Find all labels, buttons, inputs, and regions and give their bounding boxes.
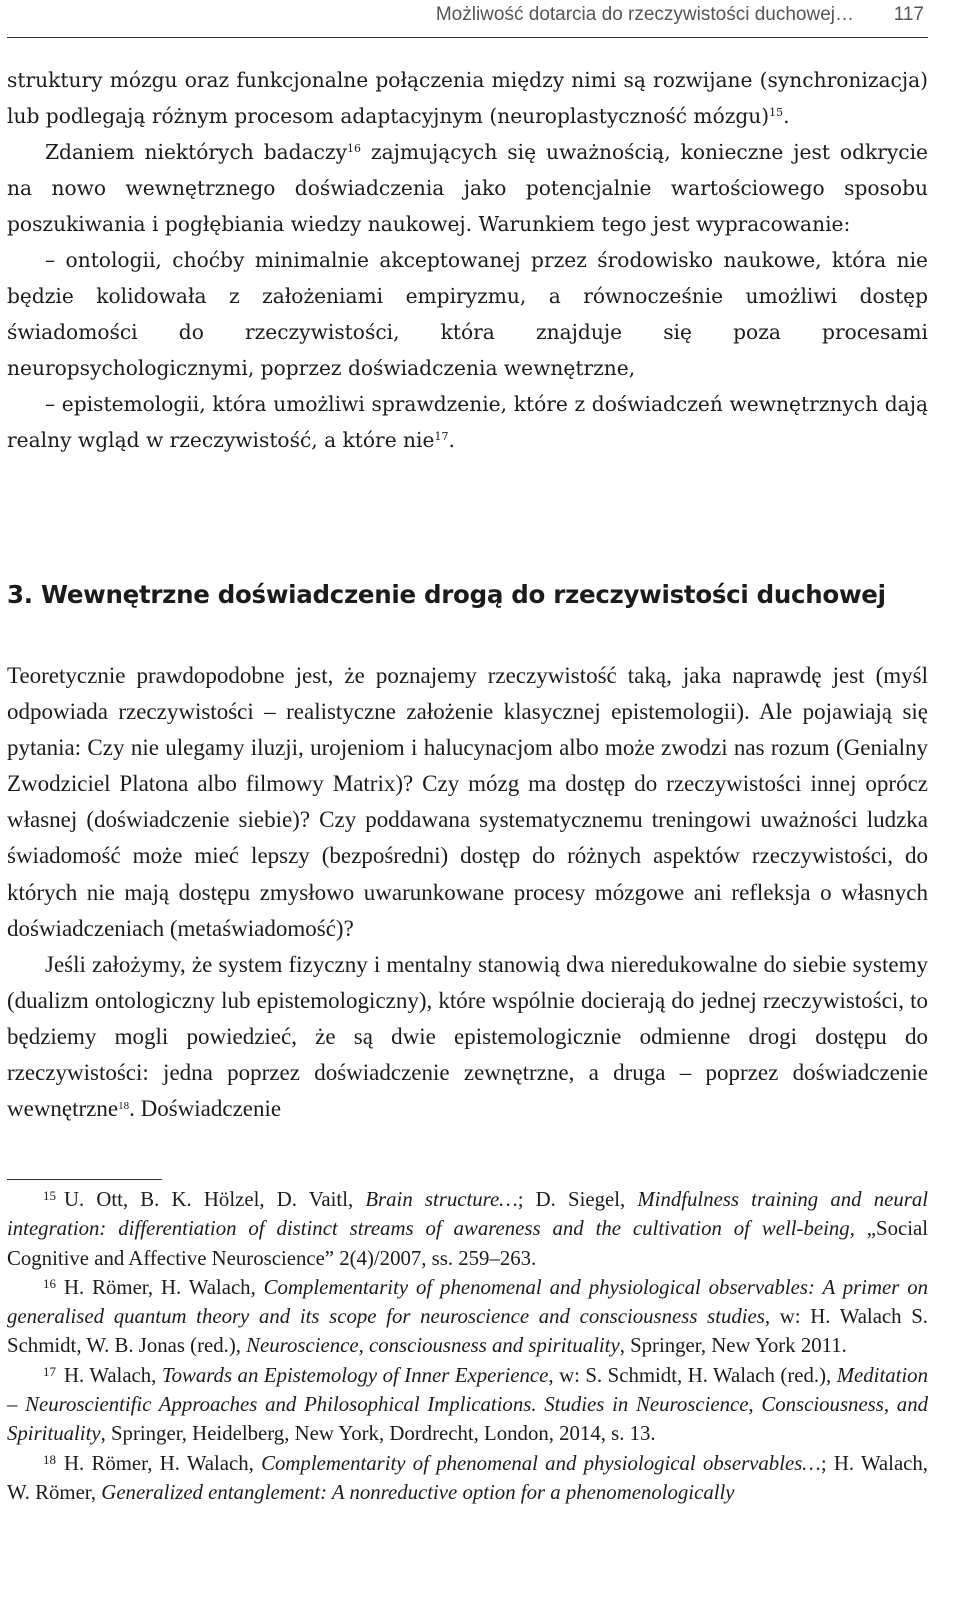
footnote-17: $^{17}$ H. Walach, Towards an Epistemology of Inner Experience, w: S. Schmidt, H. Walach (red.), Meditation – Neuroscientific Approaches and Philosophical Implications. Studies in Neuroscience, Consciousness, and Spirituality, Springer, Heidelberg, New York, Dordrecht, London, 2014, s. 13. <box>7 1363 928 1446</box>
section-1-text <box>7 62 928 458</box>
page-number: 117 <box>893 4 924 25</box>
paragraph: Zdaniem niektórych badaczy$^{16}$ zajmujących się uważnością, konieczne jest odkrycie na nowo wewnętrznego doświadczenia jako potencjalnie wartościowego sposobu poszukiwania i pogłębiania wiedzy naukowej. Warunkiem tego jest wypracowanie: <box>7 140 928 236</box>
header-rule <box>7 37 928 38</box>
running-header <box>7 4 928 34</box>
footnote-15: $^{15}$ U. Ott, B. K. Hölzel, D. Vaitl, Brain structure…; D. Siegel, Mindfulness training and neural integration: differentiation of distinct streams of awareness and the cultivation of well-being, „Social Cognitive and Affective Neuroscience” 2(4)/2007, ss. 259–263. <box>7 1188 928 1270</box>
footnote-18: $^{18}$ H. Römer, H. Walach, Complementarity of phenomenal and physiological observables…; H. Walach, W. Römer, Generalized entanglement: A nonreductive option for a phenomenologically <box>7 1451 929 1504</box>
list-item: – epistemologii, która umożliwi sprawdzenie, które z doświadczeń wewnętrznych dają realny wgląd w rzeczywistość, a które nie$^{17}$. <box>7 392 928 452</box>
running-title: Możliwość dotarcia do rzeczywistości duchowej… <box>435 4 854 25</box>
footnote-ref[interactable]: 15 <box>769 106 784 119</box>
section-2-text <box>7 658 928 1127</box>
footnote-ref[interactable]: 17 <box>434 430 449 443</box>
paragraph: struktury mózgu oraz funkcjonalne połączenia między nimi są rozwijane (synchronizacja) lub podlegają różnym procesom adaptacyjnym (neuroplastyczność mózgu)$^{15}$. <box>7 68 928 128</box>
section-heading: 3. Wewnętrzne doświadczenie drogą do rzeczywistości duchowej <box>7 580 886 609</box>
list-item: – ontologii, choćby minimalnie akceptowanej przez środowisko naukowe, która nie będzie kolidowała z założeniami empiryzmu, a równocześnie umożliwi dostęp świadomości do rzeczywistości, która znajduje się poza procesami neuropsychologicznymi, poprzez doświadczenia wewnętrzne, <box>7 248 928 380</box>
footnotes <box>7 1185 928 1507</box>
paragraph: Jeśli założymy, że system fizyczny i mentalny stanowią dwa nieredukowalne do siebie systemy (dualizm ontologiczny lub epistemologiczny), które wspólnie docierają do jednej rzeczywistości, to będziemy mogli powiedzieć, że są dwie epistemologicznie odmienne drogi dostępu do rzeczywistości: jedna poprzez doświadczenie zewnętrzne, a druga – poprzez doświadczenie wewnętrzne$^{18}$. Doświadczenie <box>7 951 928 1122</box>
paragraph: Teoretycznie prawdopodobne jest, że poznajemy rzeczywistość taką, jaka naprawdę jest (myśl odpowiada rzeczywistości – realistyczne założenie klasycznej epistemologii). Ale pojawiają się pytania: Czy nie ulegamy iluzji, urojeniom i halucynacjom albo może zwodzi nas rozum (Genialny Zwodziciel Platona albo filmowy Matrix)? Czy mózg ma dostęp do rzeczywistości innej oprócz własnej (doświadczenie siebie)? Czy poddawana systematycznemu treningowi uważności ludzka świadomość może mieć lepszy (bezpośredni) dostęp do różnych aspektów rzeczywistości, do których nie mają dostępu zmysłowo uwarunkowane procesy mózgowe ani refleksja o własnych doświadczeniach (metaświadomość)? <box>7 663 928 941</box>
footnote-ref[interactable]: 16 <box>346 142 361 155</box>
footnote-rule <box>7 1179 162 1180</box>
footnote-16: $^{16}$ H. Römer, H. Walach, Complementarity of phenomenal and physiological observables: A primer on generalised quantum theory and its scope for neuroscience and consciousness studies, w: H. Walach S. Schmidt, W. B. Jonas (red.), Neuroscience, consciousness and spirituality, Springer, New York 2011. <box>7 1275 928 1358</box>
footnote-ref[interactable]: 18 <box>118 1100 130 1113</box>
